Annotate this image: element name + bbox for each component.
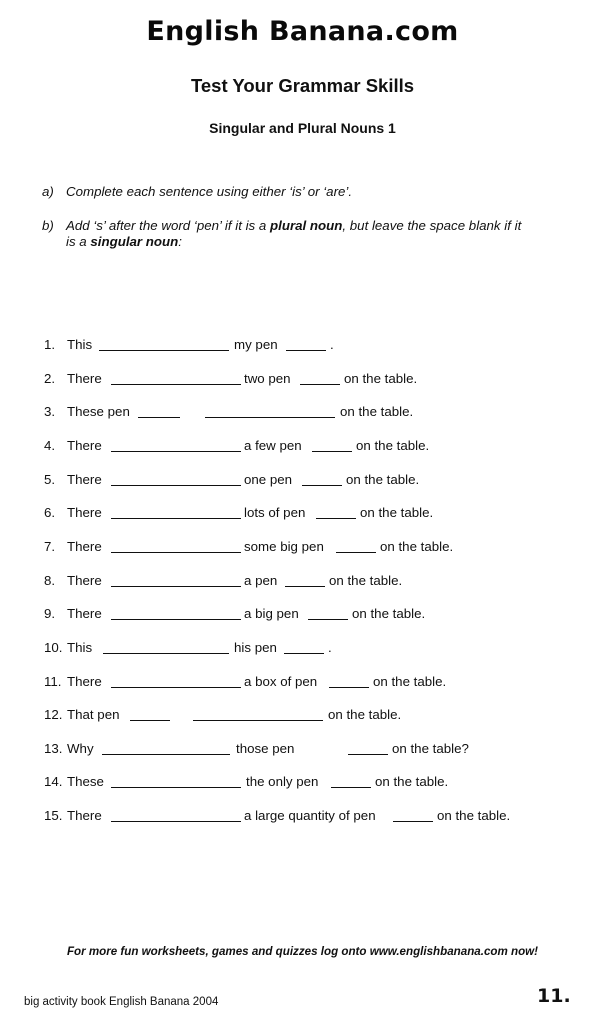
answer-blank-verb[interactable]	[138, 417, 180, 418]
question-text-middle: his pen	[234, 639, 277, 655]
question-text-middle: the only pen	[246, 774, 319, 790]
question-number: 5.	[44, 471, 56, 487]
instruction-b	[42, 218, 582, 250]
answer-blank-verb[interactable]	[111, 687, 241, 688]
question-6	[44, 504, 584, 522]
question-number: 9.	[44, 606, 56, 622]
instruction-a-text: Complete each sentence using either ‘is’ or ‘are’.	[66, 184, 353, 199]
question-8	[44, 572, 584, 590]
question-text-start: These pen	[67, 404, 130, 420]
question-text-middle: one pen	[244, 471, 293, 487]
question-3	[44, 403, 584, 421]
answer-blank-suffix[interactable]	[329, 687, 369, 688]
question-5	[44, 471, 584, 489]
question-text-start: That pen	[67, 707, 120, 723]
question-text-start: There	[67, 370, 102, 386]
answer-blank-suffix[interactable]	[393, 821, 433, 822]
question-text-middle: a large quantity of pen	[244, 808, 376, 824]
question-number: 1.	[44, 337, 56, 352]
question-4	[44, 437, 584, 455]
question-number: 3.	[44, 404, 56, 420]
instruction-a	[42, 184, 582, 200]
answer-blank-suffix[interactable]	[331, 787, 371, 788]
answer-blank-verb[interactable]	[130, 720, 170, 721]
answer-blank-verb[interactable]	[111, 821, 241, 822]
question-13	[44, 740, 584, 758]
question-text-start: There	[67, 437, 102, 453]
question-text-start: These	[67, 774, 104, 790]
question-text-end: on the table.	[373, 673, 447, 689]
answer-blank-suffix[interactable]	[300, 384, 340, 385]
answer-blank-verb[interactable]	[111, 552, 241, 553]
question-number: 2.	[44, 370, 56, 386]
question-text-middle: lots of pen	[244, 505, 306, 521]
answer-blank-verb[interactable]	[111, 518, 241, 519]
question-number: 12.	[44, 707, 63, 723]
question-text-middle: a big pen	[244, 606, 299, 622]
answer-blank-suffix[interactable]	[302, 485, 342, 486]
instruction-b-bold-1: plural noun	[270, 218, 343, 233]
answer-blank-verb[interactable]	[111, 485, 241, 486]
answer-blank-suffix[interactable]	[205, 417, 335, 418]
answer-blank-verb[interactable]	[99, 350, 229, 351]
instruction-b-text-1: Add ‘s’ after the word ‘pen’ if it is a	[66, 218, 270, 233]
question-1	[44, 336, 584, 354]
answer-blank-verb[interactable]	[111, 384, 241, 385]
question-text-end: on the table.	[375, 774, 449, 790]
question-number: 10.	[44, 639, 63, 655]
answer-blank-suffix[interactable]	[348, 754, 388, 755]
question-text-middle: a few pen	[244, 437, 302, 453]
instruction-a-label: a)	[42, 184, 54, 199]
question-text-end: on the table.	[356, 437, 430, 453]
question-text-middle: two pen	[244, 370, 291, 386]
question-text-start: There	[67, 538, 102, 554]
question-text-start: There	[67, 471, 102, 487]
instruction-b-text-3: is a	[66, 234, 91, 249]
question-10	[44, 639, 584, 657]
question-text-middle: some big pen	[244, 538, 324, 554]
question-12	[44, 706, 584, 724]
question-text-end: on the table.	[437, 808, 511, 824]
question-text-middle: those pen	[236, 740, 295, 756]
answer-blank-suffix[interactable]	[284, 653, 324, 654]
question-number: 14.	[44, 774, 63, 790]
answer-blank-suffix[interactable]	[336, 552, 376, 553]
question-text-end: on the table.	[380, 538, 454, 554]
question-text-end: on the table.	[352, 606, 426, 622]
question-text-start: There	[67, 606, 102, 622]
answer-blank-verb[interactable]	[111, 787, 241, 788]
question-text-start: There	[67, 673, 102, 689]
question-text-end: on the table.	[340, 404, 414, 420]
answer-blank-suffix[interactable]	[316, 518, 356, 519]
question-number: 4.	[44, 437, 56, 453]
question-14	[44, 773, 584, 791]
answer-blank-suffix[interactable]	[312, 451, 352, 452]
question-number: 6.	[44, 505, 56, 521]
question-text-start: Why	[67, 740, 94, 756]
question-9	[44, 605, 584, 623]
question-11	[44, 673, 584, 691]
question-15	[44, 807, 584, 825]
question-text-middle: a box of pen	[244, 673, 318, 689]
question-text-end: .	[328, 639, 332, 655]
instruction-b-text-2: , but leave the space blank if it	[342, 218, 522, 233]
question-text-middle: my pen	[234, 337, 278, 352]
answer-blank-suffix[interactable]	[193, 720, 323, 721]
question-number: 15.	[44, 808, 63, 824]
answer-blank-verb[interactable]	[103, 653, 229, 654]
question-text-start: This	[67, 337, 93, 352]
footer-promo: For more fun worksheets, games and quizzes log onto www.englishbanana.com now!	[66, 945, 539, 958]
question-number: 13.	[44, 740, 63, 756]
answer-blank-suffix[interactable]	[285, 586, 325, 587]
question-text-end: on the table.	[344, 370, 418, 386]
footer-book-credit: big activity book English Banana 2004	[24, 996, 219, 1008]
question-text-end: .	[330, 337, 334, 352]
page-title: Test Your Grammar Skills	[190, 75, 415, 96]
instruction-b-label: b)	[42, 218, 54, 233]
question-number: 7.	[44, 538, 56, 554]
question-7	[44, 538, 584, 556]
page-number: 11.	[537, 985, 571, 1007]
question-text-start: There	[67, 808, 102, 824]
question-text-start: This	[67, 639, 93, 655]
question-text-end: on the table.	[360, 505, 434, 521]
question-number: 11.	[44, 673, 62, 689]
question-text-end: on the table?	[392, 740, 469, 756]
question-text-end: on the table.	[328, 707, 402, 723]
answer-blank-verb[interactable]	[111, 451, 241, 452]
site-logo: English Banana.com	[146, 16, 459, 47]
question-2	[44, 370, 584, 388]
question-text-start: There	[67, 572, 102, 588]
answer-blank-suffix[interactable]	[308, 619, 348, 620]
answer-blank-suffix[interactable]	[286, 350, 326, 351]
question-text-end: on the table.	[329, 572, 403, 588]
answer-blank-verb[interactable]	[111, 619, 241, 620]
answer-blank-verb[interactable]	[111, 586, 241, 587]
question-number: 8.	[44, 572, 56, 588]
question-text-end: on the table.	[346, 471, 420, 487]
page-subtitle: Singular and Plural Nouns 1	[209, 120, 396, 136]
question-text-middle: a pen	[244, 572, 278, 588]
instruction-b-text-4: :	[178, 234, 182, 249]
answer-blank-verb[interactable]	[102, 754, 230, 755]
instruction-b-bold-2: singular noun	[90, 234, 179, 249]
question-text-start: There	[67, 505, 102, 521]
